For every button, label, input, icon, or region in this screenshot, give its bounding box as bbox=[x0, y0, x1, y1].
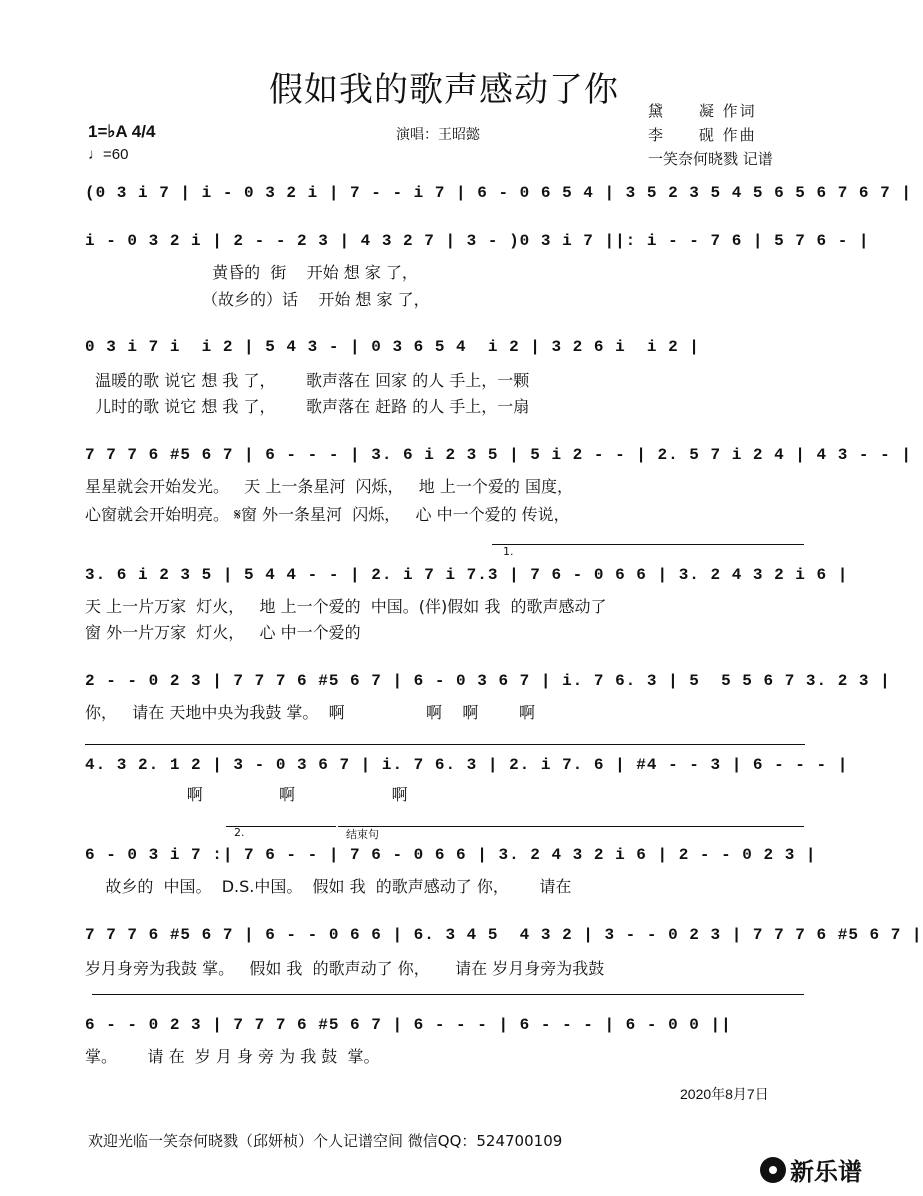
lyric-row-7: 啊 啊 啊 bbox=[85, 785, 408, 804]
lyric-row-10: 掌。 请 在 岁 月 身 旁 为 我 鼓 掌。 bbox=[85, 1047, 380, 1066]
song-title: 假如我的歌声感动了你 bbox=[269, 70, 619, 110]
singer-credit: 演唱：王昭懿 bbox=[396, 127, 480, 143]
lyric-row-5-verse-2: 窗 外一片万家 灯火， 心 中一个爱的 bbox=[85, 623, 361, 642]
notation-row-9: 7 7 7 6 #5 6 7 | 6 - - 0 6 6 | 6. 3 4 5 4 3 2 | 3 - - 0 2 3 | 7 7 7 6 #5 6 7 | bbox=[85, 926, 923, 944]
lyric-row-2-verse-2: （故乡的）话 开始 想 家 了， bbox=[85, 290, 430, 309]
footer-contact: 欢迎光临一笑奈何晓戮（邱妍桢）个人记谱空间 微信QQ：524700109 bbox=[88, 1132, 563, 1150]
lyric-row-8: 故乡的 中国。 D.S.中国。 假如 我 的歌声感动了 你， 请在 bbox=[85, 877, 572, 896]
lyric-row-3-verse-2: 儿时的歌 说它 想 我 了， 歌声落在 赶路 的人 手上，一扇 bbox=[85, 397, 530, 416]
final-phrase-line bbox=[92, 994, 804, 995]
lyric-row-9: 岁月身旁为我鼓 掌。 假如 我 的歌声动了 你， 请在 岁月身旁为我鼓 bbox=[85, 959, 605, 978]
notation-row-8: 6 - 0 3 i 7 :| 7 6 - - | 7 6 - 0 6 6 | 3. 2 4 3 2 i 6 | 2 - - 0 2 3 | bbox=[85, 846, 817, 864]
composer-credit: 李 砚 作曲 bbox=[648, 126, 757, 144]
lyric-row-6: 你， 请在 天地中央为我鼓 掌。 啊 啊 啊 啊 bbox=[85, 703, 536, 722]
site-logo bbox=[760, 1152, 862, 1187]
notation-row-3: 0 3 i 7 i i 2 | 5 4 3 - | 0 3 6 5 4 i 2 | 3 2 6 i i 2 | bbox=[85, 338, 700, 356]
lyric-row-4-verse-1: 星星就会开始发光。 天 上一条星河 闪烁， 地 上一个爱的 国度， bbox=[85, 477, 573, 496]
lyric-row-5-verse-1: 天 上一片万家 灯火， 地 上一个爱的 中国。(伴)假如 我 的歌声感动了 bbox=[85, 597, 607, 616]
lyricist-credit: 黛 凝 作词 bbox=[648, 102, 757, 120]
notation-row-6: 2 - - 0 2 3 | 7 7 7 6 #5 6 7 | 6 - 0 3 6 7 | i. 7 6. 3 | 5 5 5 6 7 3. 2 3 | bbox=[85, 672, 891, 690]
phrase-line bbox=[85, 744, 805, 745]
volta-label-2: 2. bbox=[234, 826, 245, 839]
notation-row-10: 6 - - 0 2 3 | 7 7 7 6 #5 6 7 | 6 - - - | 6 - - - | 6 - 0 0 || bbox=[85, 1016, 732, 1034]
transcription-date: 2020年8月7日 bbox=[680, 1086, 769, 1102]
ending-label: 结束句 bbox=[346, 828, 379, 841]
record-disc-icon bbox=[760, 1157, 786, 1183]
key-signature: 1=♭A 4/4 bbox=[88, 122, 156, 141]
lyric-row-3-verse-1: 温暖的歌 说它 想 我 了， 歌声落在 回家 的人 手上，一颗 bbox=[85, 371, 530, 390]
transcriber-credit: 一笑奈何晓戮 记谱 bbox=[648, 150, 773, 168]
notation-row-4: 7 7 7 6 #5 6 7 | 6 - - - | 3. 6 i 2 3 5 | 5 i 2 - - | 2. 5 7 i 2 4 | 4 3 - - | bbox=[85, 446, 912, 464]
notation-row-1: (0 3 i 7 | i - 0 3 2 i | 7 - - i 7 | 6 - 0 6 5 4 | 3 5 2 3 5 4 5 6 5 6 7 6 7 | bbox=[85, 184, 912, 202]
notation-row-5: 3. 6 i 2 3 5 | 5 4 4 - - | 2. i 7 i 7.3 | 7 6 - 0 6 6 | 3. 2 4 3 2 i 6 | bbox=[85, 566, 849, 584]
lyric-row-2-verse-1: 黄昏的 街 开始 想 家 了， bbox=[85, 263, 418, 282]
notation-row-2: i - 0 3 2 i | 2 - - 2 3 | 4 3 2 7 | 3 - )0 3 i 7 ||: i - - 7 6 | 5 7 6 - | bbox=[85, 232, 870, 250]
volta-label-1: 1. bbox=[503, 545, 514, 558]
lyric-row-4-verse-2: 心窗就会开始明亮。 𝄋窗 外一条星河 闪烁， 心 中一个爱的 传说， bbox=[85, 505, 570, 524]
tempo-marking: ♩=60 bbox=[88, 146, 129, 163]
site-logo-text: 新乐谱 bbox=[790, 1158, 862, 1186]
notation-row-7: 4. 3 2. 1 2 | 3 - 0 3 6 7 | i. 7 6. 3 | 2. i 7. 6 | #4 - - 3 | 6 - - - | bbox=[85, 756, 849, 774]
